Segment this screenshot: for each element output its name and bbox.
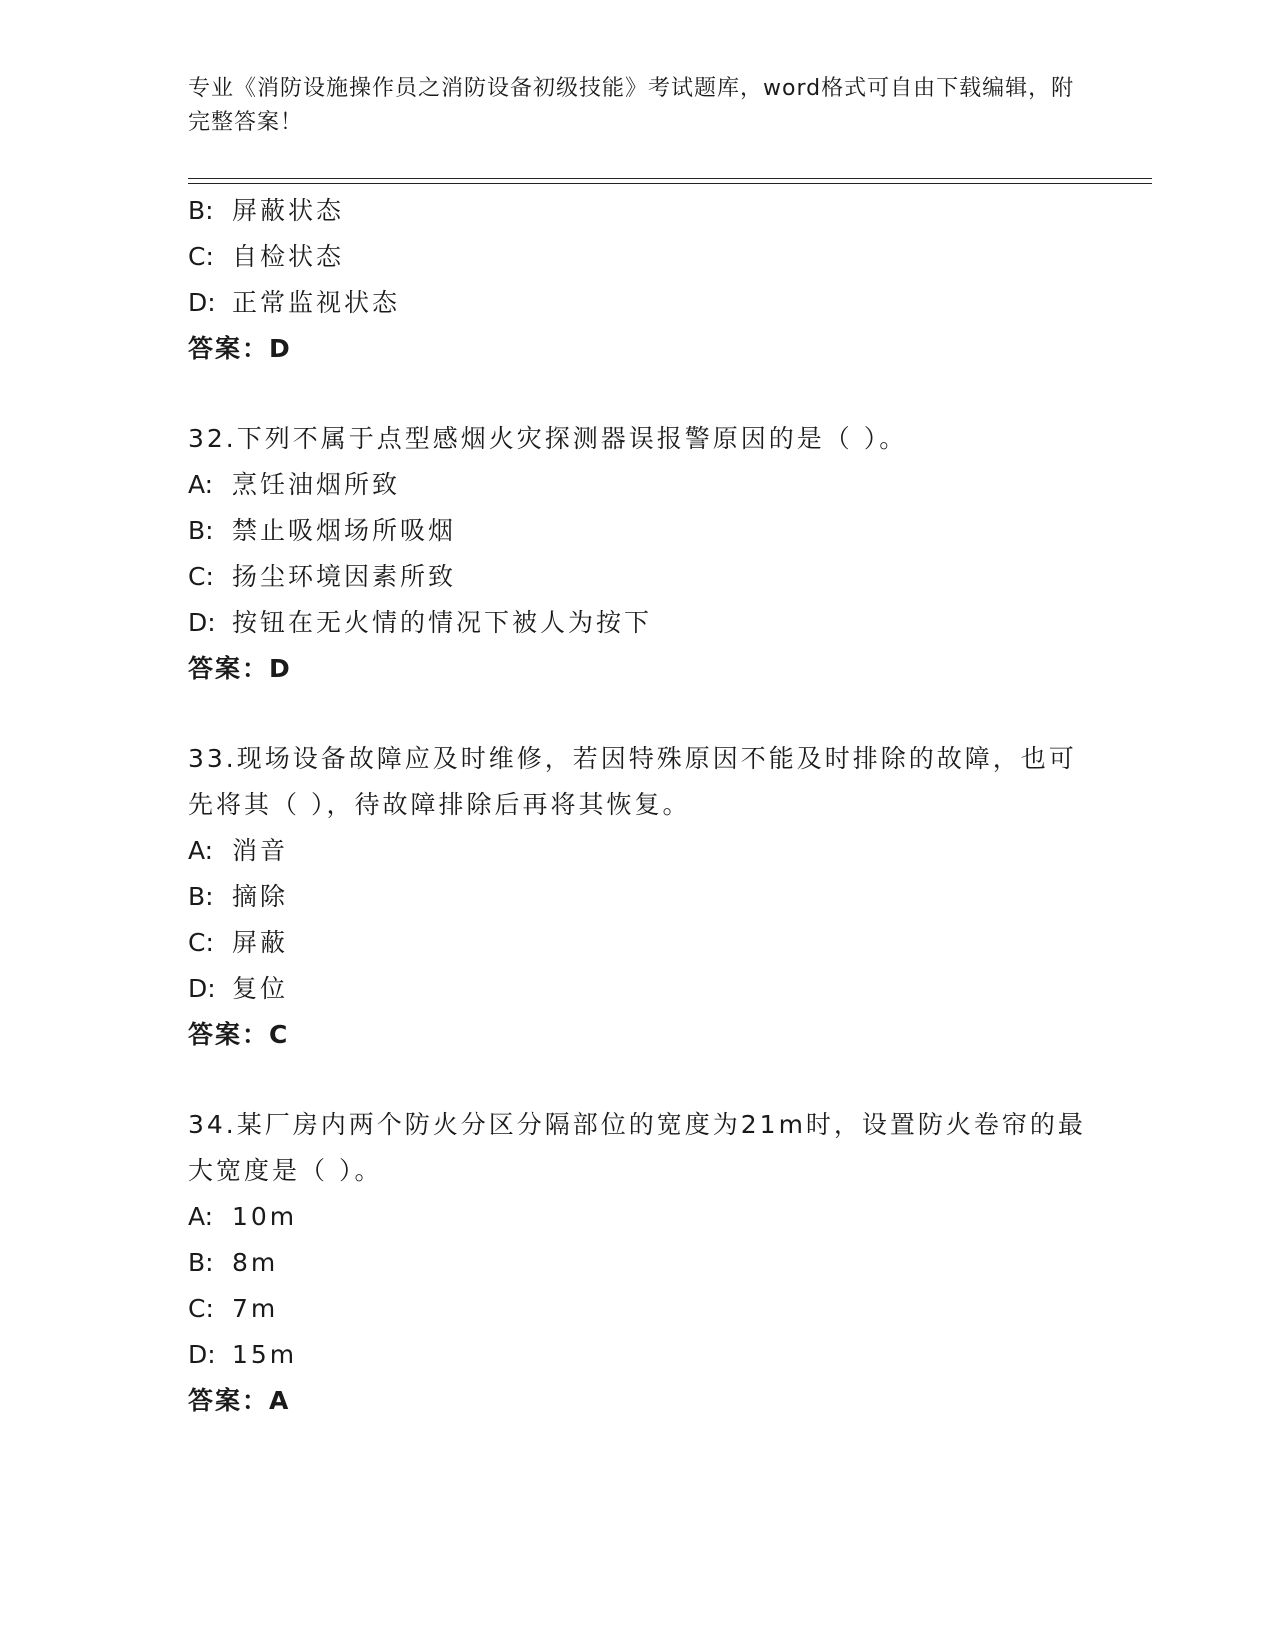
- option-text: 屏蔽状态: [232, 196, 345, 225]
- option-letter: C:: [188, 928, 214, 957]
- option-c: [188, 554, 1108, 600]
- option-letter: C:: [188, 1294, 214, 1323]
- option-a: [188, 1194, 1108, 1240]
- option-text: 禁止吸烟场所吸烟: [232, 516, 457, 545]
- option-text: 10m: [232, 1202, 298, 1231]
- answer-line: 答案：D: [188, 334, 292, 363]
- question-stem: 32.下列不属于点型感烟火灾探测器误报警原因的是（ ）。: [188, 424, 908, 453]
- option-letter: A:: [188, 836, 214, 865]
- option-d: [188, 280, 1108, 326]
- option-text: 自检状态: [232, 242, 345, 271]
- header-rule-bottom: [188, 183, 1152, 184]
- spacer: [188, 1058, 1108, 1102]
- option-text: 15m: [232, 1340, 298, 1369]
- option-text: 屏蔽: [232, 928, 289, 957]
- answer-line: 答案：A: [188, 1386, 291, 1415]
- option-letter: D:: [188, 974, 216, 1003]
- option-c: [188, 1286, 1108, 1332]
- option-d: [188, 1332, 1108, 1378]
- option-letter: B:: [188, 516, 214, 545]
- option-letter: D:: [188, 608, 216, 637]
- option-letter: A:: [188, 1202, 214, 1231]
- option-letter: B:: [188, 196, 214, 225]
- option-text: 摘除: [232, 882, 289, 911]
- question-33: [188, 736, 1108, 1058]
- option-d: [188, 966, 1108, 1012]
- spacer: [188, 372, 1108, 416]
- spacer: [188, 692, 1108, 736]
- header-rule-top: [188, 178, 1152, 179]
- question-list: [188, 188, 1108, 1424]
- option-letter: B:: [188, 1248, 214, 1277]
- option-d: [188, 600, 1108, 646]
- question-34: [188, 1102, 1108, 1424]
- document-header: 专业《消防设施操作员之消防设备初级技能》考试题库，word格式可自由下载编辑，附完整答案！: [188, 76, 1075, 135]
- option-b: [188, 508, 1108, 554]
- option-letter: C:: [188, 242, 214, 271]
- option-c: [188, 234, 1108, 280]
- question-stem: 33.现场设备故障应及时维修，若因特殊原因不能及时排除的故障，也可先将其（ ），待故障排除后再将其恢复。: [188, 744, 1077, 819]
- option-text: 7m: [232, 1294, 279, 1323]
- option-text: 正常监视状态: [232, 288, 401, 317]
- option-letter: A:: [188, 470, 214, 499]
- answer-line: 答案：C: [188, 1020, 290, 1049]
- question-stem: 34.某厂房内两个防火分区分隔部位的宽度为21m时，设置防火卷帘的最大宽度是（ ）。: [188, 1110, 1086, 1185]
- option-text: 按钮在无火情的情况下被人为按下: [232, 608, 653, 637]
- question-32: [188, 416, 1108, 692]
- option-b: [188, 188, 1108, 234]
- option-text: 复位: [232, 974, 289, 1003]
- option-letter: C:: [188, 562, 214, 591]
- option-c: [188, 920, 1108, 966]
- option-letter: D:: [188, 288, 216, 317]
- option-a: [188, 828, 1108, 874]
- option-b: [188, 874, 1108, 920]
- option-text: 扬尘环境因素所致: [232, 562, 457, 591]
- option-letter: B:: [188, 882, 214, 911]
- option-letter: D:: [188, 1340, 216, 1369]
- option-text: 烹饪油烟所致: [232, 470, 401, 499]
- option-b: [188, 1240, 1108, 1286]
- option-text: 消音: [232, 836, 289, 865]
- answer-line: 答案：D: [188, 654, 292, 683]
- option-text: 8m: [232, 1248, 279, 1277]
- question-31-continued: [188, 188, 1108, 372]
- option-a: [188, 462, 1108, 508]
